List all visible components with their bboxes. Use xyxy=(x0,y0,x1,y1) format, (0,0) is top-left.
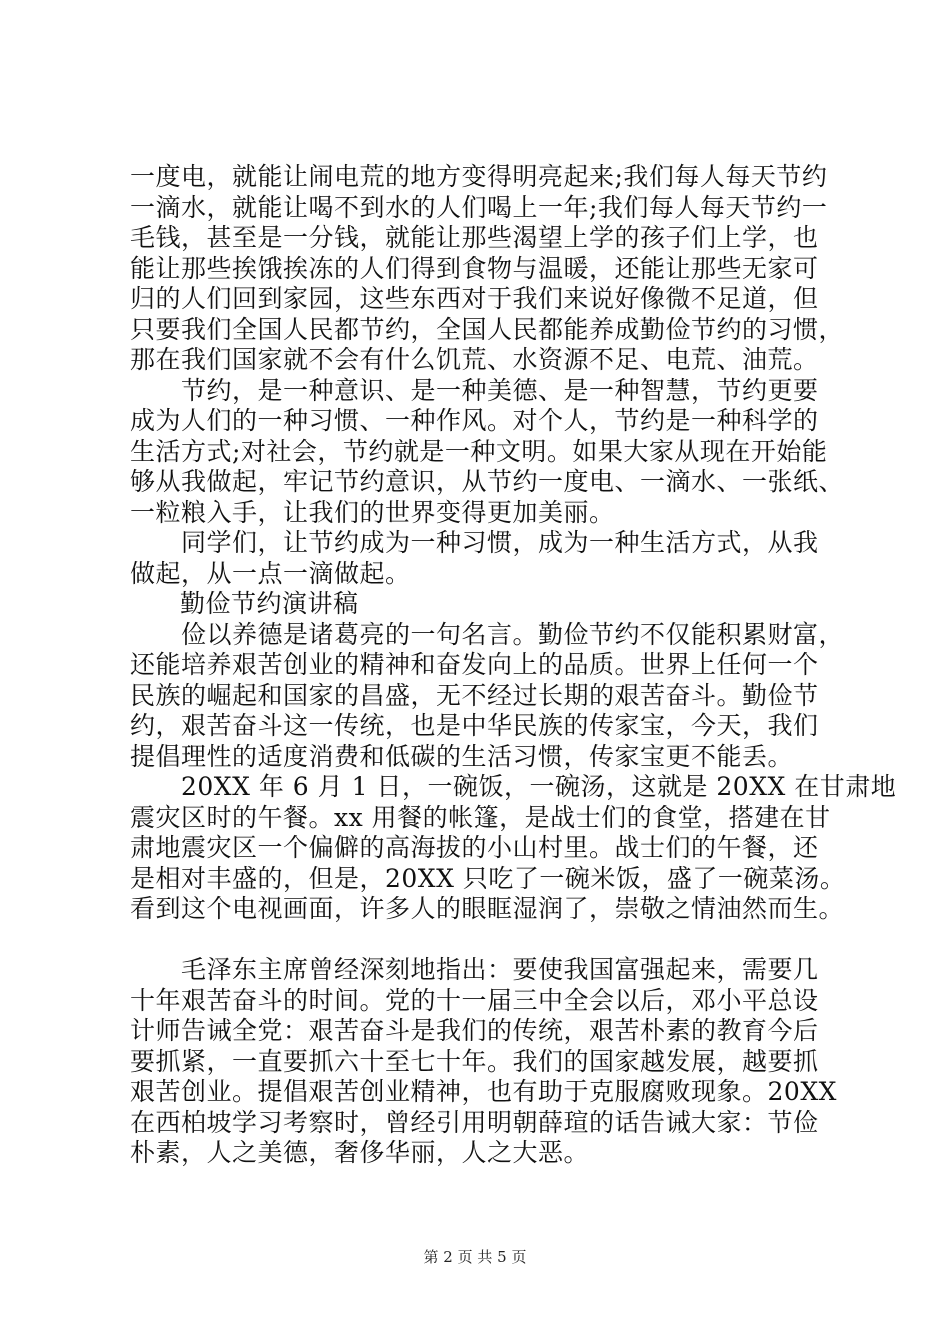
text-line: 民族的崛起和国家的昌盛，无不经过长期的艰苦奋斗。勤俭节 xyxy=(130,680,819,710)
text-line: 做起，从一点一滴做起。 xyxy=(130,558,411,588)
text-line: 生活方式;对社会，节约就是一种文明。如果大家从现在开始能 xyxy=(130,436,828,466)
text-line: 肃地震灾区一个偏僻的高海拔的小山村里。战士们的午餐，还 xyxy=(130,833,819,862)
paragraph-start: 俭以养德是诸葛亮的一句名言。勤俭节约不仅能积累财富， xyxy=(181,619,845,649)
text-line: 毛钱，甚至是一分钱，就能让那些渴望上学的孩子们上学，也 xyxy=(130,223,819,252)
text-line: 十年艰苦奋斗的时间。党的十一届三中全会以后，邓小平总设 xyxy=(130,985,819,1015)
text-line: 在西柏坡学习考察时，曾经引用明朝薛瑄的话告诫大家：节俭 xyxy=(130,1107,819,1137)
text-line: 看到这个电视画面，许多人的眼眶湿润了，崇敬之情油然而生。 xyxy=(130,894,845,923)
text-line: 要抓紧，一直要抓六十至七十年。我们的国家越发展，越要抓 xyxy=(130,1046,819,1076)
paragraph-gap xyxy=(130,925,850,956)
paragraph-start: 节约，是一种意识、是一种美德、是一种智慧，节约更要 xyxy=(181,375,819,405)
text-line: 约，艰苦奋斗这一传统，也是中华民族的传家宝，今天，我们 xyxy=(130,711,819,740)
text-line: 是相对丰盛的，但是，20XX 只吃了一碗米饭，盛了一碗菜汤。 xyxy=(130,863,846,893)
document-body xyxy=(130,162,897,1169)
page-number-footer: 第 2 页 共 5 页 xyxy=(423,1248,527,1266)
text-line: 震灾区时的午餐。xx 用餐的帐篷，是战士们的食堂，搭建在甘 xyxy=(130,802,831,832)
text-line: 艰苦创业。提倡艰苦创业精神，也有助于克服腐败现象。20XX xyxy=(130,1077,837,1106)
text-line: 朴素，人之美德，奢侈华丽，人之大恶。 xyxy=(130,1138,590,1167)
text-line: 够从我做起，牢记节约意识，从节约一度电、一滴水、一张纸、 xyxy=(130,467,845,496)
section-title: 勤俭节约演讲稿 xyxy=(180,589,359,618)
text-line: 归的人们回到家园，这些东西对于我们来说好像微不足道，但 xyxy=(130,284,819,313)
text-line: 那在我们国家就不会有什么饥荒、水资源不足、电荒、油荒。 xyxy=(130,345,819,374)
text-line: 提倡理性的适度消费和低碳的生活习惯，传家宝更不能丢。 xyxy=(130,741,794,771)
text-line: 只要我们全国人民都节约，全国人民都能养成勤俭节约的习惯， xyxy=(130,314,845,344)
text-line: 成为人们的一种习惯、一种作风。对个人，节约是一种科学的 xyxy=(130,406,819,435)
paragraph-start: 同学们，让节约成为一种习惯，成为一种生活方式，从我 xyxy=(181,528,819,557)
text-line: 能让那些挨饿挨冻的人们得到食物与温暖，还能让那些无家可 xyxy=(130,253,819,283)
text-line: 一粒粮入手，让我们的世界变得更加美丽。 xyxy=(130,497,615,527)
text-line: 计师告诫全党：艰苦奋斗是我们的传统，艰苦朴素的教育今后 xyxy=(130,1016,819,1045)
text-line: 一度电，就能让闹电荒的地方变得明亮起来;我们每人每天节约 xyxy=(130,162,828,191)
paragraph-start: 20XX 年 6 月 1 日，一碗饭，一碗汤，这就是 20XX 在甘肃地 xyxy=(181,772,897,801)
text-line: 一滴水，就能让喝不到水的人们喝上一年;我们每人每天节约一 xyxy=(130,192,828,222)
paragraph-start: 毛泽东主席曾经深刻地指出：要使我国富强起来，需要几 xyxy=(181,955,819,984)
text-line: 还能培养艰苦创业的精神和奋发向上的品质。世界上任何一个 xyxy=(130,650,819,679)
